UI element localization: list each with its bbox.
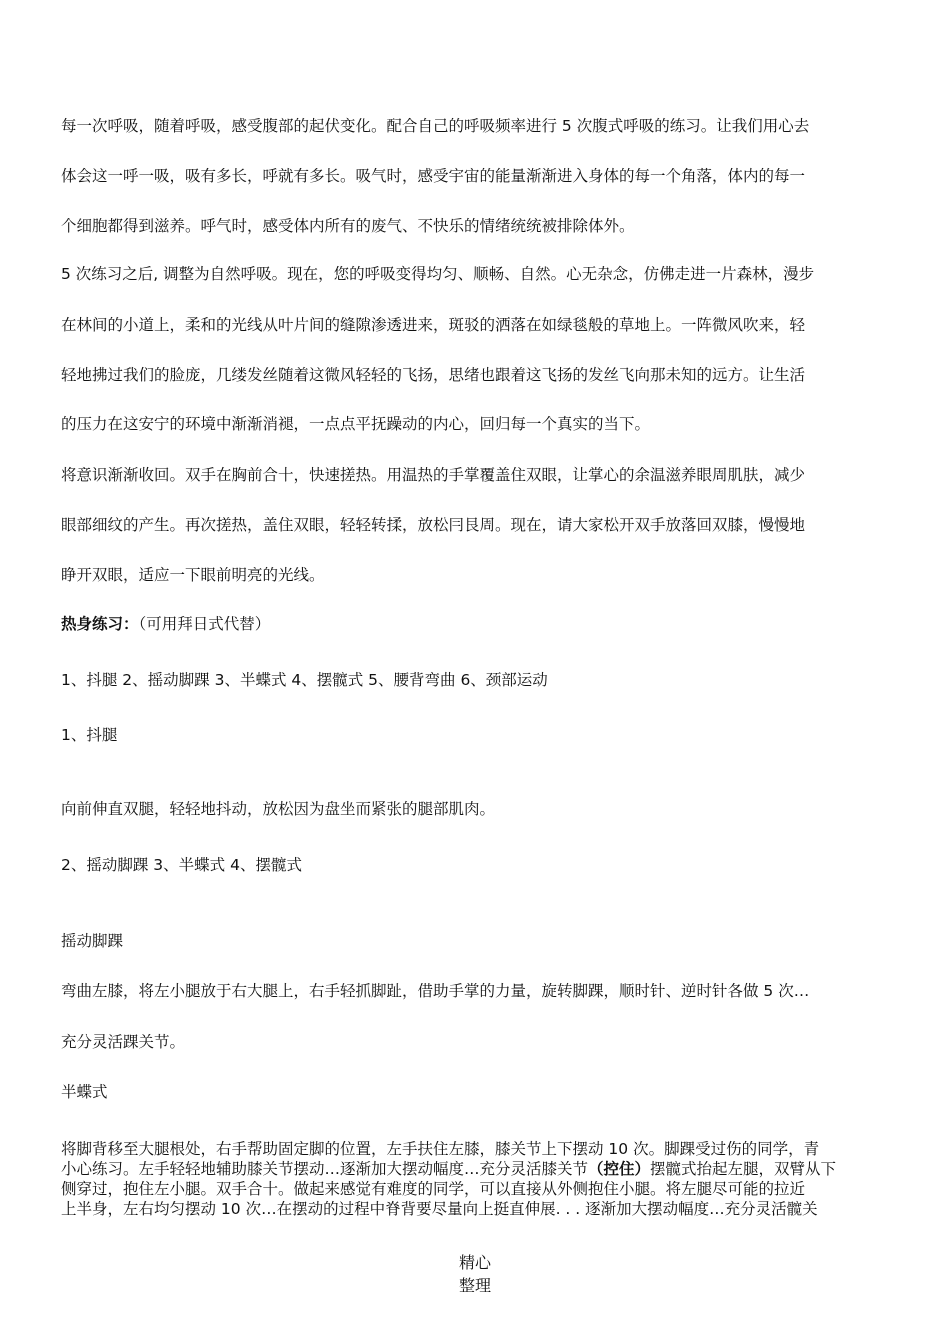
dense-line: 侧穿过，抱住左小腿。双手合十。做起来感觉有难度的同学，可以直接从外侧抱住小腿。将左腿尽可能的拉近 [61, 1180, 806, 1198]
warmup-note: （可用拜日式代替） [138, 615, 271, 633]
dense-line: 将脚背移至大腿根处，右手帮助固定脚的位置，左手扶住左膝，膝关节上下摆动 10 次。脚踝受过伤的同学，青 [61, 1140, 820, 1158]
paragraph-line: 在林间的小道上，柔和的光线从叶片间的缝隙渗透进来，斑驳的洒落在如绿毯般的草地上。一阵微风吹来，轻 [61, 316, 806, 334]
exercise-description: 弯曲左膝，将左小腿放于右大腿上，右手轻抓脚趾，借助手掌的力量，旋转脚踝，顺时针、逆时针各做 5 次… [61, 982, 810, 1000]
exercise-description: 向前伸直双腿，轻轻地抖动，放松因为盘坐而紧张的腿部肌肉。 [61, 800, 496, 818]
paragraph-line: 将意识渐渐收回。双手在胸前合十，快速搓热。用温热的手掌覆盖住双眼，让掌心的余温滋养眼周肌肤，减少 [61, 466, 806, 484]
paragraph-line: 每一次呼吸，随着呼吸，感受腹部的起伏变化。配合自己的呼吸频率进行 5 次腹式呼吸的练习。让我们用心去 [61, 117, 810, 135]
paragraph-line: 的压力在这安宁的环境中渐渐消褪，一点点平抚躁动的内心，回归每一个真实的当下。 [61, 415, 651, 433]
subsection-title: 摇动脚踝 [61, 932, 124, 950]
paragraph-line: 个细胞都得到滋养。呼气时，感受体内所有的废气、不快乐的情绪统统被排除体外。 [61, 217, 635, 235]
exercise-heading: 2、摇动脚踝 3、半蝶式 4、摆髋式 [61, 856, 302, 874]
exercise-heading: 1、抖腿 [61, 726, 118, 744]
paragraph-line: 体会这一呼一吸，吸有多长，呼就有多长。吸气时，感受宇宙的能量渐渐进入身体的每一个角落，体内的每一 [61, 167, 806, 185]
butterfly-description [61, 1139, 891, 1219]
paragraph-line: 轻地拂过我们的脸庞，几缕发丝随着这微风轻轻的飞扬，思绪也跟着这飞扬的发丝飞向那未知的远方。让生活 [61, 366, 806, 384]
paragraph-line: 5 次练习之后, 调整为自然呼吸。现在，您的呼吸变得均匀、顺畅、自然。心无杂念，仿佛走进一片森林，漫步 [61, 265, 815, 283]
exercise-list: 1、抖腿 2、摇动脚踝 3、半蝶式 4、摆髋式 5、腰背弯曲 6、颈部运动 [61, 671, 548, 689]
paragraph-line: 眼部细纹的产生。再次搓热，盖住双眼，轻轻转揉，放松冃艮周。现在，请大家松开双手放落回双膝，慢慢地 [61, 516, 806, 534]
bold-note: （控住） [588, 1160, 651, 1178]
warmup-heading [61, 612, 891, 634]
footer-text: 整理 [458, 1276, 491, 1295]
dense-line: 上半身，左右均匀摆动 10 次…在摆动的过程中脊背要尽量向上挺直伸展. . . 逐渐加大摆动幅度…充分灵活髋关 [61, 1200, 818, 1218]
footer-text: 精心 [458, 1253, 491, 1272]
dense-line: 小心练习。左手轻轻地辅助膝关节摆动…逐渐加大摆动幅度…充分灵活膝关节（控住）摆髋式抬起左腿，双臂从下 [61, 1160, 837, 1178]
paragraph-line: 睁开双眼，适应一下眼前明亮的光线。 [61, 566, 325, 584]
warmup-title: 热身练习： [61, 615, 139, 633]
subsection-title: 半蝶式 [61, 1083, 108, 1101]
exercise-description: 充分灵活踝关节。 [61, 1033, 186, 1051]
